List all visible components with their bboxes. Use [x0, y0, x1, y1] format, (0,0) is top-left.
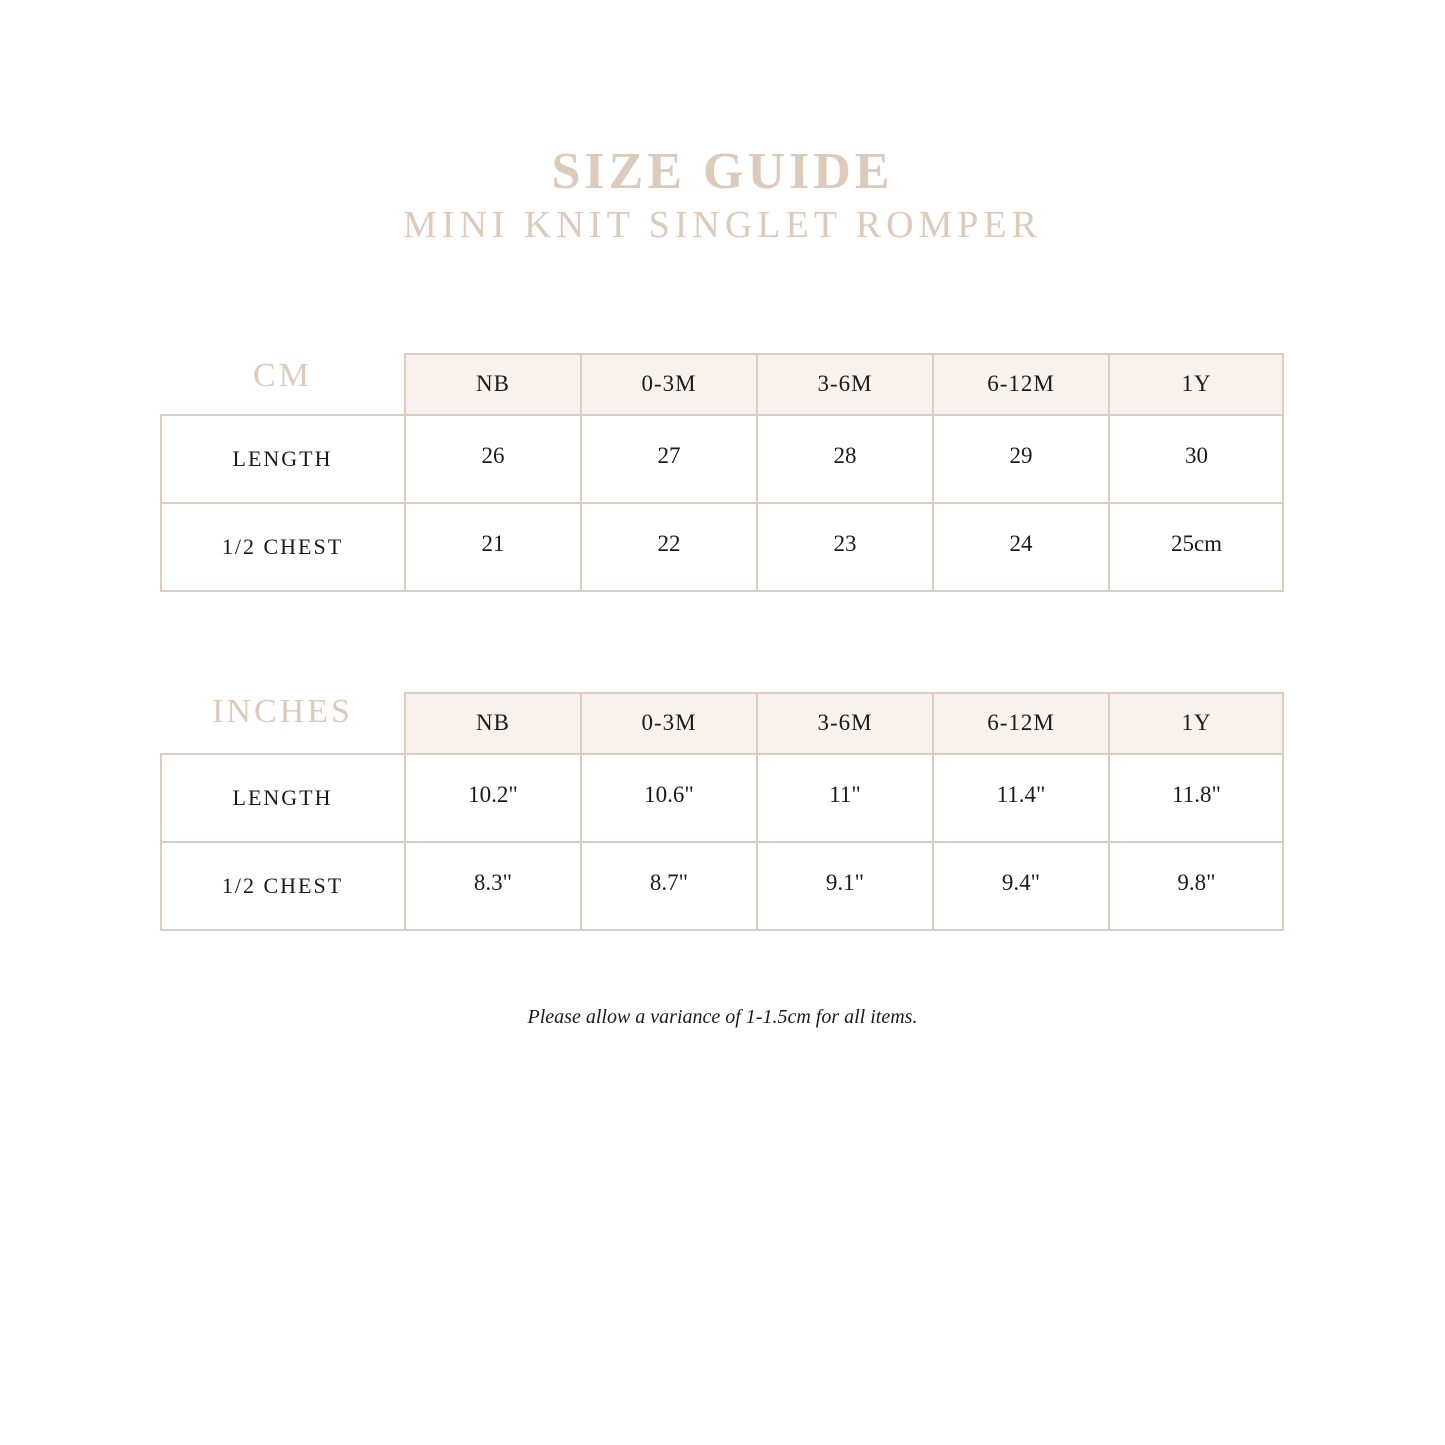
table-cell: 8.7" — [649, 870, 689, 895]
measurement-label: LENGTH — [232, 446, 333, 471]
grid-line — [756, 353, 758, 592]
unit-label-inches: INCHES — [212, 693, 353, 730]
grid-line — [160, 414, 1284, 416]
table-cell: 9.4" — [1001, 870, 1041, 895]
grid-line — [160, 502, 1284, 504]
grid-line — [160, 929, 1284, 931]
measurement-label: LENGTH — [232, 785, 333, 810]
table-cell: 29 — [1009, 443, 1033, 468]
size-header: 0-3M — [581, 692, 757, 754]
size-header: 0-3M — [581, 353, 757, 415]
grid-line — [160, 841, 1284, 843]
table-cell: 11" — [829, 782, 861, 807]
table-cell: 9.1" — [825, 870, 865, 895]
measurement-label: 1/2 CHEST — [221, 534, 344, 559]
grid-line — [1282, 353, 1284, 592]
measurement-label: 1/2 CHEST — [221, 873, 344, 898]
table-cell: 21 — [481, 531, 505, 556]
grid-line — [1282, 692, 1284, 931]
table-cell: 10.2" — [468, 782, 518, 807]
size-header: NB — [405, 353, 581, 415]
table-cell: 30 — [1185, 443, 1208, 468]
size-header: 1Y — [1109, 353, 1284, 415]
grid-line — [404, 353, 406, 592]
unit-label-cm: CM — [253, 357, 312, 394]
table-cell: 25cm — [1170, 531, 1223, 556]
size-header: 1Y — [1109, 692, 1284, 754]
grid-line — [932, 353, 934, 592]
grid-line — [756, 692, 758, 931]
table-cell: 24 — [1009, 531, 1033, 556]
grid-line — [404, 692, 406, 931]
table-cell: 27 — [657, 443, 681, 468]
grid-line — [1108, 353, 1110, 592]
grid-line — [160, 753, 1284, 755]
table-cell: 9.8" — [1177, 870, 1216, 895]
table-cell: 11.8" — [1172, 782, 1221, 807]
grid-line — [932, 692, 934, 931]
size-header: NB — [405, 692, 581, 754]
table-cell: 8.3" — [473, 870, 513, 895]
grid-line — [580, 353, 582, 592]
size-header: 3-6M — [757, 692, 933, 754]
table-cell: 22 — [657, 531, 681, 556]
grid-line — [405, 353, 1284, 355]
grid-line — [160, 414, 162, 592]
grid-line — [160, 590, 1284, 592]
size-header: 6-12M — [933, 353, 1109, 415]
grid-line — [1108, 692, 1110, 931]
table-cell: 23 — [833, 531, 857, 556]
table-cell: 28 — [833, 443, 857, 468]
page-title: SIZE GUIDE — [551, 143, 894, 200]
size-header: 3-6M — [757, 353, 933, 415]
grid-line — [405, 692, 1284, 694]
table-cell: 26 — [481, 443, 505, 468]
grid-line — [160, 753, 162, 931]
table-cell: 11.4" — [996, 782, 1046, 807]
variance-note: Please allow a variance of 1-1.5cm for all items. — [527, 1006, 918, 1028]
grid-line — [580, 692, 582, 931]
product-subtitle: MINI KNIT SINGLET ROMPER — [403, 204, 1042, 246]
table-cell: 10.6" — [644, 782, 694, 807]
size-header: 6-12M — [933, 692, 1109, 754]
